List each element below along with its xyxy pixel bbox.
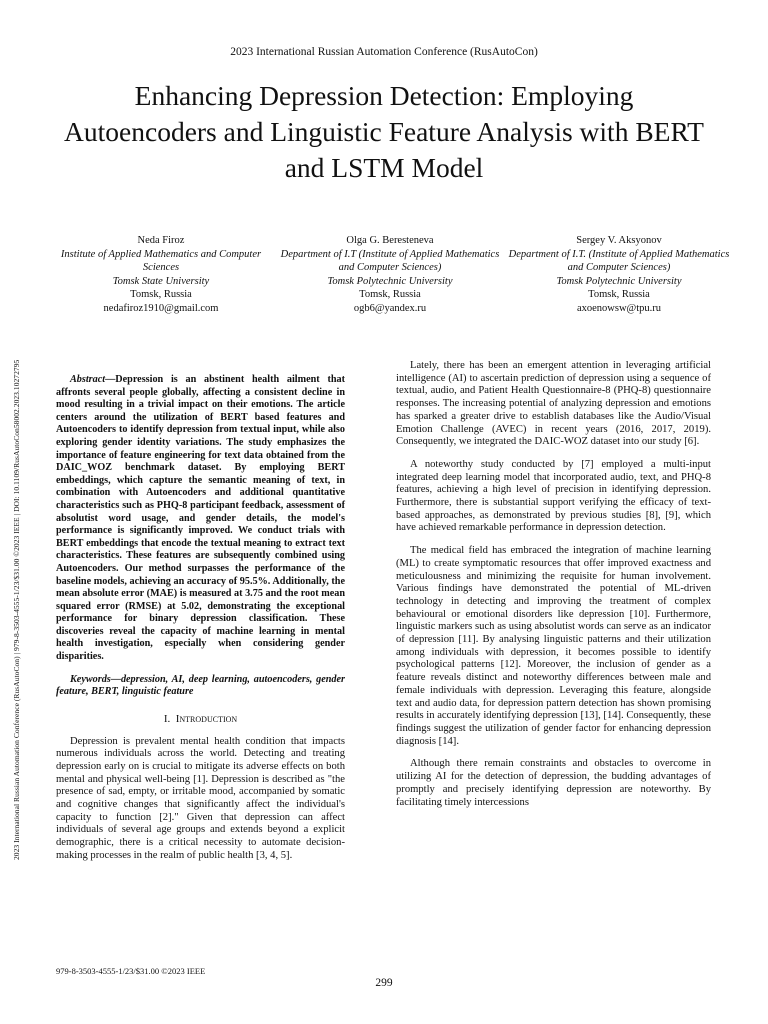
author-university: Tomsk Polytechnic University [556,275,682,287]
footer-identifier: 979-8-3503-4555-1/23/$31.00 ©2023 IEEE [56,966,206,976]
author-email[interactable]: axoenowsw@tpu.ru [576,302,662,314]
page-number: 299 [375,977,393,989]
body-paragraph-1: Lately, there has been an emergent attention in leveraging artificial intelligence (AI) to ascertain prediction of depression using a sequence of textual, audio, and Patient Health Questionnaire-8 (PHQ-8) questionnaire responses. The increasing potential of analyzing depression and emotions has sparked a greater drive to establish databases like the Audio/Visual Emotion Challenge (AVEC) in recent years (2016, 2017, 2019). Consequently, we integrated the DAIC-WOZ dataset into our study [6]. [396,360,711,448]
author-2 [279,234,501,315]
keywords-text: —depression, AI, deep learning, autoencoders, gender feature, BERT, linguistic feature [56,673,345,698]
author-name: Sergey V. Aksyonov [576,235,662,246]
paper-title: Enhancing Depression Detection: Employing Autoencoders and Linguistic Feature Analysis with BERT and LSTM Model [64,80,704,183]
author-name: Neda Firoz [137,235,185,246]
author-name: Olga G. Beresteneva [346,235,434,246]
intro-paragraph: Depression is prevalent mental health condition that impacts numerous individuals across the world. Detecting and treating depression early on is crucial to mitigate its adverse effects on both mental and physical well-being [1]. Depression is described as "the presence of sad, empty, or irritable mood, accompanied by somatic and cognitive changes that significantly affect the individual's capacity to function [2]." Given that depression can affect individuals of several age groups and extends beyond a explicit demographic, there is a critical necessity to automate decision-making processes in the realm of public health [3, 4, 5]. [56,735,345,861]
author-email[interactable]: ogb6@yandex.ru [353,302,427,314]
abstract-text: —Depression is an abstinent health ailment that affronts several people globally, affecting a consistent decline in mood resulting in a trivial impact on their emotions. The article centers around the utilization of BERT based features and Autoencoders to identify depression from textual input, while also exploring gender identity variations. The study emphasizes the importance of feature engineering for text data obtained from the DAIC_WOZ benchmark dataset. By employing BERT embeddings, which capture the semantic meaning of text, in combination with Autoencoders and additional quantitative characteristics such as PHQ-8 participant feedback, assessment of absolutist word usage, and gender details, the model's performance is significantly improved. We conduct trials with BERT embeddings that encode the textual meaning to extract text characteristics. These features are subsequently combined using Autoencoders. Our method surpasses the performance of the baseline models, achieving an accuracy of 95.5%. Additionally, the mean absolute error (MAE) is measured at 3.75 and the root mean squared error (RMSE) at 5.02, demonstrating the exceptional performance for binary depression classification. These discoveries reveal the capacity of machine learning in mental health investigation, especially when considering gender disparities. [56,374,345,663]
keywords-label: Keywords [70,673,111,685]
author-block [50,234,730,315]
author-city: Tomsk, Russia [359,289,421,300]
conference-header: 2023 International Russian Automation Conference (RusAutoCon) [230,46,538,58]
author-1 [50,234,272,315]
author-email[interactable]: nedafiroz1910@gmail.com [103,302,219,314]
author-university: Tomsk Polytechnic University [327,275,453,287]
body-paragraph-4: Although there remain constraints and obstacles to overcome in utilizing AI for the detection of depression, the budding advantages of promptly and precisely identifying depression are noteworthy. By facilitating timely intercessions [396,758,711,808]
author-affiliation: Department of I.T. (Institute of Applied Mathematics and Computer Sciences) [508,248,730,273]
right-column [396,360,711,819]
left-column [56,374,345,873]
section-heading-introduction [56,713,345,726]
section-number: I. [163,712,171,725]
author-city: Tomsk, Russia [130,289,192,300]
author-affiliation: Department of I.T (Institute of Applied Mathematics and Computer Sciences) [280,248,500,273]
author-city: Tomsk, Russia [588,289,650,300]
section-title: Introduction [175,712,238,725]
body-paragraph-3: The medical field has embraced the integration of machine learning (ML) to create symptomatic resources that offer improved exactness and meticulousness and minimizing the requisite for human involvement. Various findings have demonstrated the potential of ML-driven technology in detecting and improving the treatment of complex behavioural or emotional disorders like depression [10]. Furthermore, linguistic markers such as using absolutist words can serve as an indicator of depression [11]. By analysing linguistic patterns and their utilization among individuals with depression, it becomes possible to identify psychological patterns [12]. Moreover, the inclusion of gender as a feature reveals distinct and noteworthy differences between male and female individuals with depression. Leveraging this feature, alongside text and audio data, for depression pattern detection has shown promising results in accurately identifying depression [13], [14]. Consequently, these findings suggest the utilization of gender factor for enhancing depression diagnosis [14]. [396,545,711,747]
keywords [56,674,345,699]
abstract [56,374,345,664]
abstract-label: Abstract [70,374,106,385]
author-university: Tomsk State University [112,275,210,287]
author-affiliation: Institute of Applied Mathematics and Computer Sciences [60,248,262,273]
doi-sidebar: 2023 International Russian Automation Conference (RusAutoCon) | 979-8-3503-4555-1/23/$31.00 ©2023 IEEE | DOI: 10.1109/RusAutoCon58002.2023.10272795 [12,359,21,860]
author-3 [508,234,730,315]
body-paragraph-2: A noteworthy study conducted by [7] employed a multi-input integrated deep learning model that incorporated audio, text, and PHQ-8 features, achieving a high level of precision in identifying depression. Furthermore, there is substantial support verifying the efficacy of text-based approaches, as demonstrated by previous studies [8], [9], which have achieved remarkable performance in depression detection. [396,458,711,534]
